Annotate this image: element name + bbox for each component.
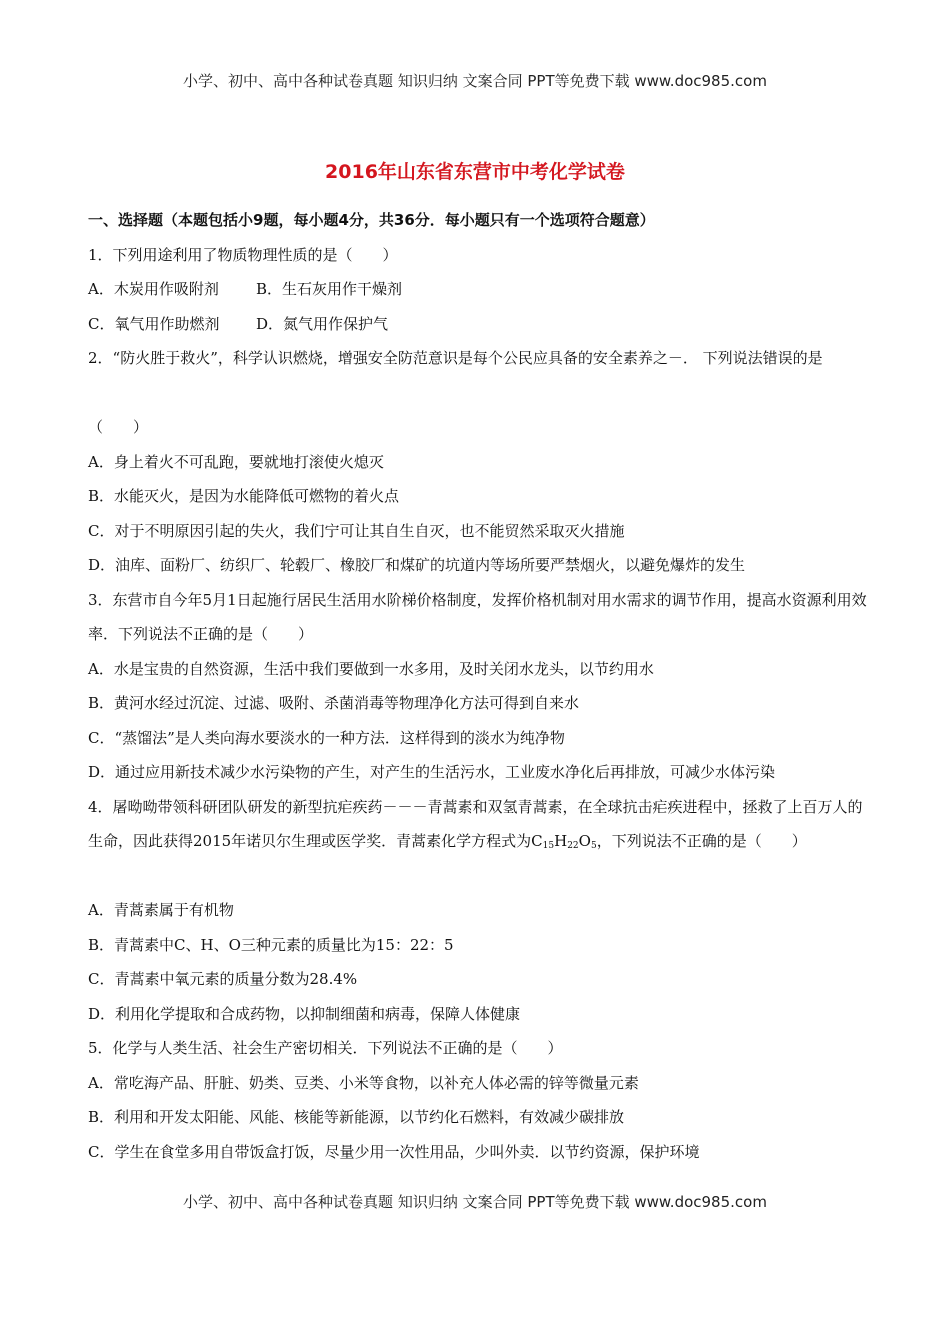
question-1-option-c: C．氧气用作助燃剂 xyxy=(88,314,220,333)
formula-h: H xyxy=(554,832,568,850)
question-4-option-c: C．青蒿素中氧元素的质量分数为28.4% xyxy=(88,970,358,988)
question-5-option-b: B．利用和开发太阳能、风能、核能等新能源，以节约化石燃料，有效减少碳排放 xyxy=(88,1108,625,1126)
question-3-stem: 3．东营市自今年5月1日起施行居民生活用水阶梯价格制度，发挥价格机制对用水需求的调节作用，提高水资源利用效率．下列说法不正确的是（ ） xyxy=(88,590,867,643)
formula-subscript-c: 15 xyxy=(542,841,555,851)
question-3-option-b: B．黄河水经过沉淀、过滤、吸附、杀菌消毒等物理净化方法可得到自来水 xyxy=(88,694,580,712)
question-4-stem-tail: ，下列说法不正确的是（ ） xyxy=(596,832,807,850)
question-4-option-a: A．青蒿素属于有机物 xyxy=(88,901,234,919)
formula-subscript-h: 22 xyxy=(567,841,579,851)
exam-content xyxy=(88,203,868,1169)
question-1-options-ab xyxy=(88,272,868,307)
question-2-option-a: A．身上着火不可乱跑，要就地打滚使火熄灭 xyxy=(88,452,384,471)
question-1-option-b: B．生石灰用作干燥剂 xyxy=(256,280,403,298)
page-header: 小学、初中、高中各种试卷真题 知识归纳 文案合同 PPT等免费下载 www.doc985.com xyxy=(183,72,767,90)
question-2-paren: （ ） xyxy=(88,418,149,436)
question-4-option-b: B．青蒿素中C、H、O三种元素的质量比为15：22：5 xyxy=(88,935,454,954)
question-2-option-c: C．对于不明原因引起的失火，我们宁可让其自生自灭，也不能贸然采取灭火措施 xyxy=(88,521,625,540)
question-4-stem xyxy=(88,790,868,894)
question-1-stem: 1．下列用途利用了物质物理性质的是（ ） xyxy=(88,245,398,264)
question-3-option-c: C．“蒸馏法”是人类向海水要淡水的一种方法．这样得到的淡水为纯净物 xyxy=(88,728,565,747)
question-4-option-d: D．利用化学提取和合成药物，以抑制细菌和病毒，保障人体健康 xyxy=(88,1004,521,1023)
question-2-option-b: B．水能灭火，是因为水能降低可燃物的着火点 xyxy=(88,487,400,505)
section-heading: 一、选择题（本题包括小9题，每小题4分，共36分．每小题只有一个选项符合题意） xyxy=(88,211,655,229)
question-4-stem-text: 4．屠呦呦带领科研团队研发的新型抗疟疾药－－－青蒿素和双氢青蒿素，在全球抗击疟疾进程中，拯救了上百万人的生命，因此获得2015年诺贝尔生理或医学奖．青蒿素化学方程式为C xyxy=(88,797,863,850)
question-5-option-c: C．学生在食堂多用自带饭盒打饭，尽量少用一次性用品，少叫外卖．以节约资源，保护环境 xyxy=(88,1142,700,1161)
question-5-stem: 5．化学与人类生活、社会生产密切相关．下列说法不正确的是（ ） xyxy=(88,1039,563,1057)
question-2-stem: 2．“防火胜于救火”，科学认识燃烧，增强安全防范意识是每个公民应具备的安全素养之－． 下列说法错误的是 xyxy=(88,349,823,367)
question-3-option-d: D．通过应用新技术减少水污染物的产生，对产生的生活污水，工业废水净化后再排放，可减少水体污染 xyxy=(88,763,776,781)
page-footer: 小学、初中、高中各种试卷真题 知识归纳 文案合同 PPT等免费下载 www.doc985.com xyxy=(183,1193,767,1211)
question-1-options-cd xyxy=(88,307,868,342)
formula-o: O xyxy=(578,832,591,850)
question-2-option-d: D．油库、面粉厂、纺织厂、轮毂厂、橡胶厂和煤矿的坑道内等场所要严禁烟火，以避免爆炸的发生 xyxy=(88,556,746,574)
question-3-option-a: A．水是宝贵的自然资源，生活中我们要做到一水多用，及时关闭水龙头，以节约用水 xyxy=(88,659,654,678)
question-1-option-d: D．氮气用作保护气 xyxy=(256,314,389,333)
page-title: 2016年山东省东营市中考化学试卷 xyxy=(325,161,625,183)
question-1-option-a: A．木炭用作吸附剂 xyxy=(88,280,219,298)
question-5-option-a: A．常吃海产品、肝脏、奶类、豆类、小米等食物，以补充人体必需的锌等微量元素 xyxy=(88,1073,639,1092)
formula-subscript-o: 5 xyxy=(590,841,597,851)
